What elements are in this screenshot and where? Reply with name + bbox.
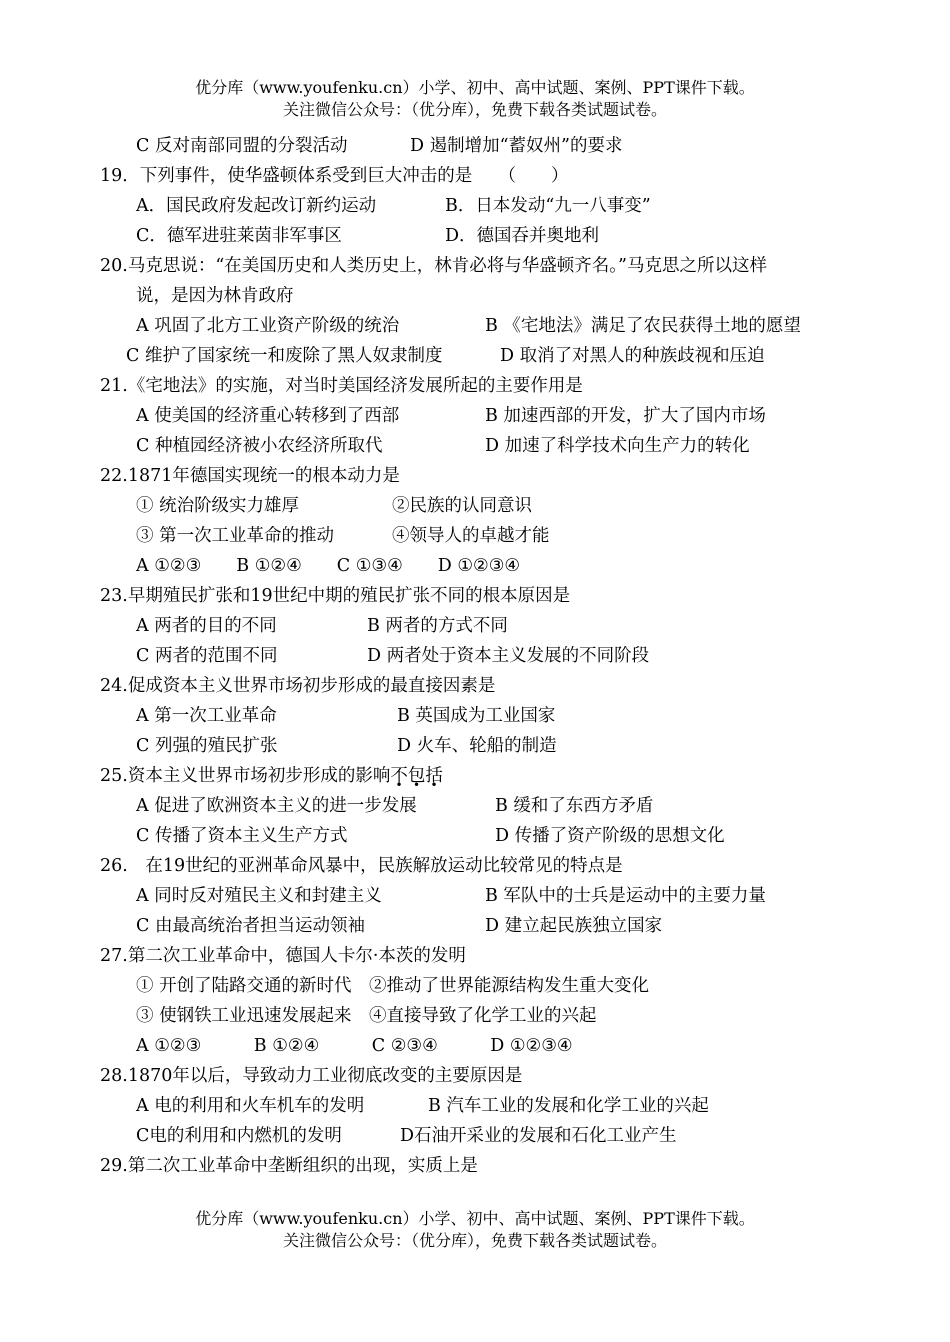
header-line-1: 优分库（www.youfenku.cn）小学、初中、高中试题、案例、PPT课件下载。	[195, 78, 755, 97]
q20-option-a: A 巩固了北方工业资产阶级的统治	[136, 316, 400, 336]
q25-option-b: B 缓和了东西方矛盾	[495, 796, 654, 816]
q28-stem: 28.1870年以后，导致动力工业彻底改变的主要原因是	[100, 1066, 523, 1086]
q28-option-b: B 汽车工业的发展和化学工业的兴起	[428, 1096, 709, 1116]
q23-stem: 23.早期殖民扩张和19世纪中期的殖民扩张不同的根本原因是	[100, 586, 571, 606]
q29-stem: 29.第二次工业革命中垄断组织的出现，实质上是	[100, 1156, 478, 1176]
q22-item-3: ③ 第一次工业革命的推动	[136, 526, 335, 546]
q20-option-c: C 维护了国家统一和废除了黑人奴隶制度	[126, 346, 443, 366]
q21-option-d: D 加速了科学技术向生产力的转化	[485, 436, 750, 456]
q19-stem: 19．下列事件，使华盛顿体系受到巨大冲击的是 （ ）	[100, 166, 569, 186]
q25-emphasis-char: 不	[390, 766, 408, 786]
q25-option-c: C 传播了资本主义生产方式	[136, 826, 348, 846]
q21-option-a: A 使美国的经济重心转移到了西部	[136, 406, 400, 426]
q23-option-d: D 两者处于资本主义发展的不同阶段	[367, 646, 650, 666]
q22-options: A ①②③ B ①②④ C ①③④ D ①②③④	[136, 556, 521, 576]
q28-option-a: A 电的利用和火车机车的发明	[136, 1096, 365, 1116]
q20-option-d: D 取消了对黑人的种族歧视和压迫	[500, 346, 765, 366]
q27-items-3-4: ③ 使钢铁工业迅速发展起来 ④直接导致了化学工业的兴起	[136, 1006, 597, 1026]
q20-option-b: B 《宅地法》满足了农民获得土地的愿望	[485, 316, 801, 336]
q19-option-a: A．国民政府发起改订新约运动	[136, 196, 377, 216]
q25-option-d: D 传播了资产阶级的思想文化	[495, 826, 725, 846]
q27-items-1-2: ① 开创了陆路交通的新时代 ②推动了世界能源结构发生重大变化	[136, 976, 650, 996]
footer-line-1: 优分库（www.youfenku.cn）小学、初中、高中试题、案例、PPT课件下载。	[195, 1209, 755, 1228]
q20-stem-cont: 说，是因为林肯政府	[136, 286, 294, 306]
q28-option-d: D石油开采业的发展和石化工业产生	[400, 1126, 677, 1146]
q25-emphasis-char: 括	[425, 766, 443, 786]
footer-banner	[0, 1208, 950, 1252]
q25-stem-text: 25.资本主义世界市场初步形成的影响	[100, 766, 391, 786]
q19-option-b: B．日本发动“九一八事变”	[445, 196, 651, 216]
q25-option-a: A 促进了欧洲资本主义的进一步发展	[136, 796, 417, 816]
q20-stem: 20.马克思说：“在美国历史和人类历史上，林肯必将与华盛顿齐名。”马克思之所以这样	[100, 256, 767, 276]
q26-option-c: C 由最高统治者担当运动领袖	[136, 916, 365, 936]
q26-option-d: D 建立起民族独立国家	[485, 916, 663, 936]
q26-stem: 26. 在19世纪的亚洲革命风暴中，民族解放运动比较常见的特点是	[100, 856, 623, 876]
q24-option-b: B 英国成为工业国家	[397, 706, 556, 726]
q25-stem	[100, 761, 443, 791]
q18-option-d: D 遏制增加“蓄奴州”的要求	[410, 136, 623, 156]
q28-option-c: C电的利用和内燃机的发明	[136, 1126, 342, 1146]
q21-option-b: B 加速西部的开发，扩大了国内市场	[485, 406, 766, 426]
q24-option-d: D 火车、轮船的制造	[397, 736, 557, 756]
q18-option-c: C 反对南部同盟的分裂活动	[136, 136, 348, 156]
q23-option-a: A 两者的目的不同	[136, 616, 277, 636]
q23-option-b: B 两者的方式不同	[367, 616, 508, 636]
q19-option-d: D．德国吞并奥地利	[445, 226, 600, 246]
q24-option-a: A 第一次工业革命	[136, 706, 277, 726]
q25-emphasis-char: 包	[407, 766, 426, 786]
q24-stem: 24.促成资本主义世界市场初步形成的最直接因素是	[100, 676, 496, 696]
q22-stem: 22.1871年德国实现统一的根本动力是	[100, 466, 400, 486]
q22-item-1: ① 统治阶级实力雄厚	[136, 496, 300, 516]
q22-item-4: ④领导人的卓越才能	[392, 526, 550, 546]
q27-options: A ①②③ B ①②④ C ②③④ D ①②③④	[136, 1036, 573, 1056]
q24-option-c: C 列强的殖民扩张	[136, 736, 278, 756]
q26-option-a: A 同时反对殖民主义和封建主义	[136, 886, 382, 906]
q22-item-2: ②民族的认同意识	[392, 496, 532, 516]
q27-stem: 27.第二次工业革命中，德国人卡尔·本茨的发明	[100, 946, 466, 966]
header-line-2: 关注微信公众号：（优分库），免费下载各类试题试卷。	[282, 100, 667, 119]
footer-line-2: 关注微信公众号：（优分库），免费下载各类试题试卷。	[282, 1231, 667, 1250]
header-banner	[0, 77, 950, 121]
q21-option-c: C 种植园经济被小农经济所取代	[136, 436, 383, 456]
q26-option-b: B 军队中的士兵是运动中的主要力量	[485, 886, 766, 906]
q23-option-c: C 两者的范围不同	[136, 646, 278, 666]
q19-option-c: C．德军进驻莱茵非军事区	[136, 226, 342, 246]
q21-stem: 21.《宅地法》的实施，对当时美国经济发展所起的主要作用是	[100, 376, 583, 396]
